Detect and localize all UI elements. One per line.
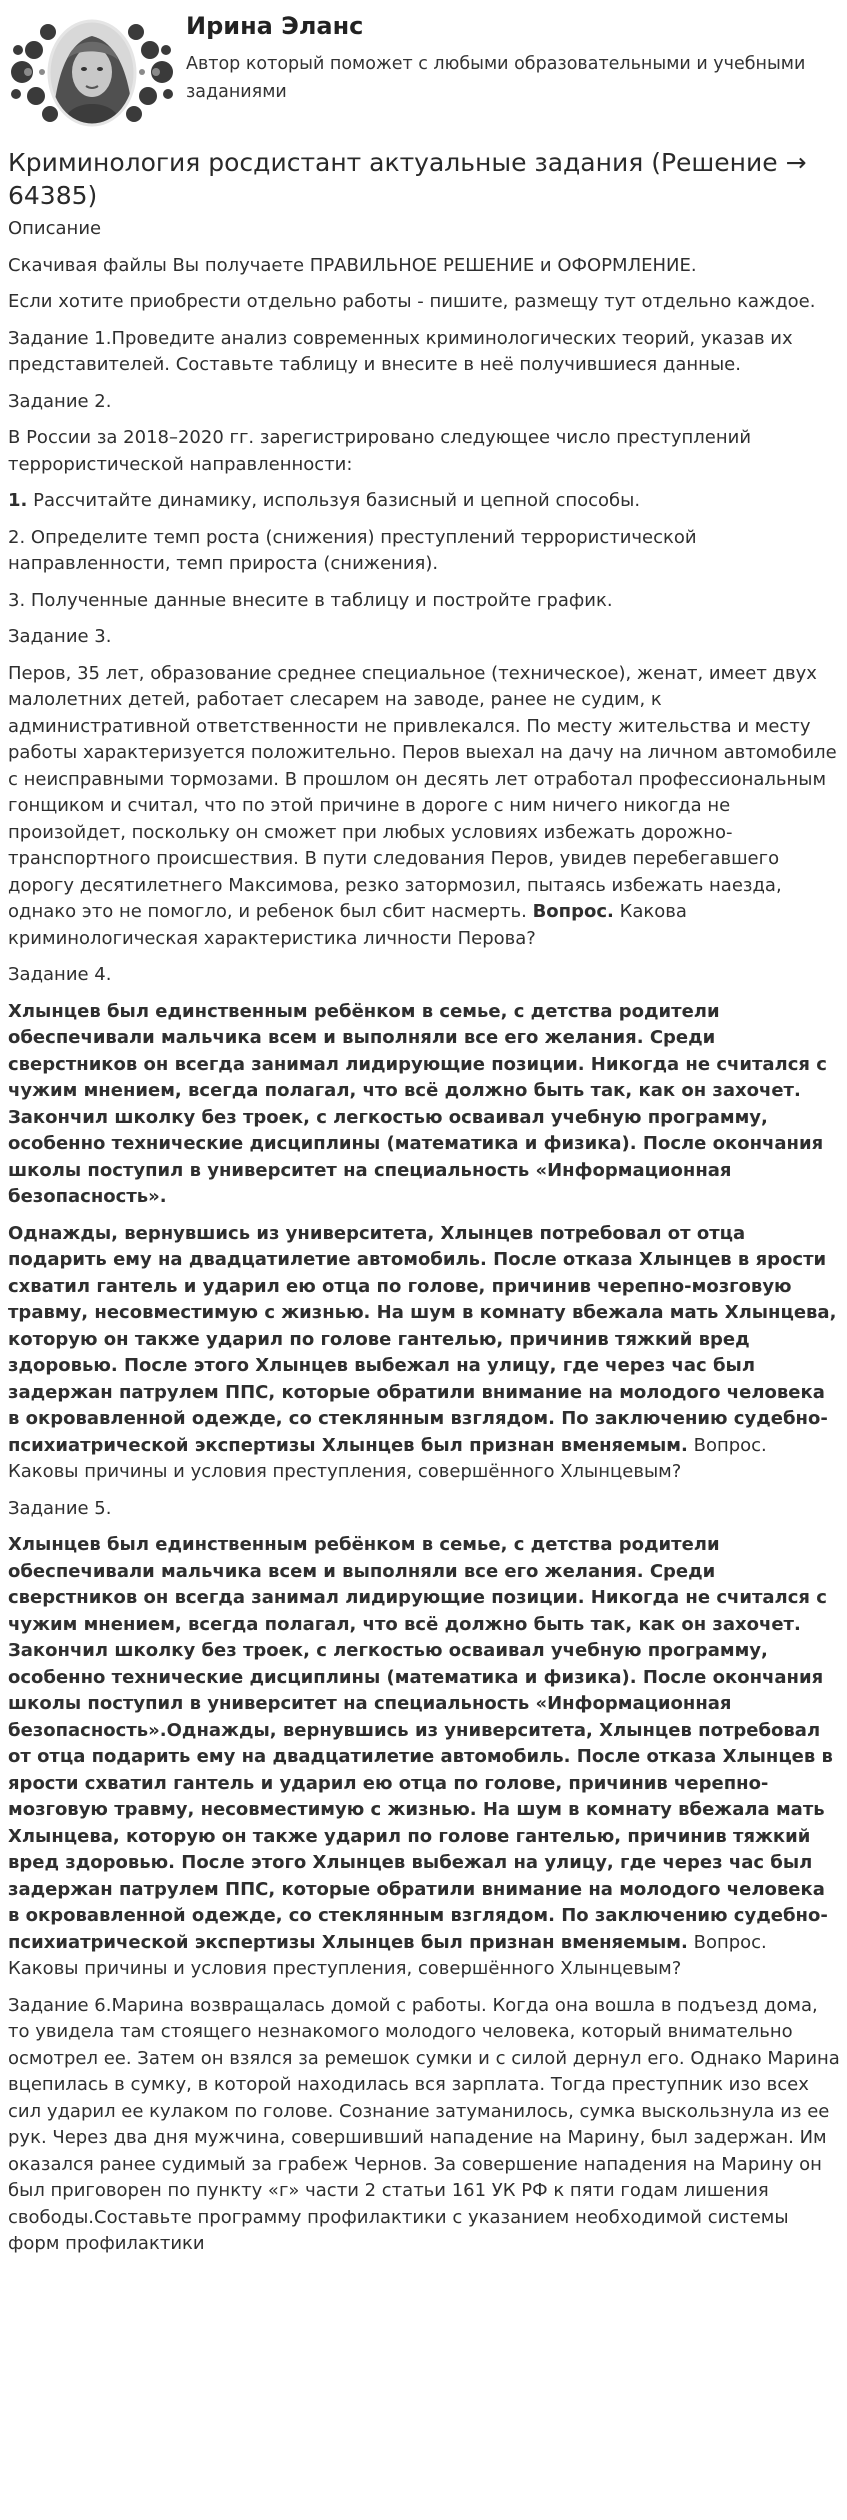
author-description: Автор который поможет с любыми образовательными и учебными заданиями [186,54,806,102]
task-3-question-label: Вопрос. [532,901,614,922]
task-3-body: Перов, 35 лет, образование среднее специальное (техническое), женат, имеет двух малолетних детей, работает слесарем на заводе, ранее не судим, к административной ответственности не привлекался. По месту жительства и месту работы характеризуется положительно. Перов выехал на дачу на личном автомобиле с неисправными тормозами. В прошлом он десять лет отработал профессиональным гонщиком и считал, что по этой причине в дороге с ним ничего никогда не произойдет, поскольку он сможет при любых условиях избежать дорожно-транспортного происшествия. В пути следования Перов, увидев перебегавшего дорогу десятилетнего Максимова, резко затормозил, пытаясь избежать наезда, однако это не помогло, и ребенок был сбит насмерть. [8,662,837,922]
author-avatar[interactable] [8,14,176,132]
task-2-label: Задание 2. [8,390,112,412]
intro-paragraph: Если хотите приобрести отдельно работы - пишите, размещу тут отдельно каждое. [8,291,816,312]
task-4-question: Вопрос. Каковы причины и условия преступления, совершённого Хлынцевым? [8,1434,767,1482]
task-4-body: Однажды, вернувшись из университета, Хлынцев потребовал от отца подарить ему на двадцатилетие автомобиль. После отказа Хлынцев в ярости схватил гантель и ударил ею отца по голове, причинив черепно-мозговую травму, несовместимую с жизнью. На шум в комнату вбежала мать Хлынцева, которую он также ударил по голове гантелью, причинив тяжкий вред здоровью. После этого Хлынцев выбежал на улицу, где через час был задержан патрулем ППС, которые обратили внимание на молодого человека в окровавленной одежде, со стеклянным взглядом. По заключению судебно-психиатрической экспертизы Хлынцев был признан вменяемым. [8,1222,837,1456]
task-5-question: Вопрос. Каковы причины и условия преступления, совершённого Хлынцевым? [8,1931,767,1979]
task-5-paragraph [8,1532,840,1983]
task-3-text [8,661,840,953]
author-card [0,0,847,138]
task-4-paragraph: Хлынцев был единственным ребёнком в семье, с детства родители обеспечивали мальчика всем и выполняли все его желания. Среди сверстников он всегда занимал лидирующие позиции. Никогда не считался с чужим мнением, всегда полагал, что всё должно быть так, как он захочет. Закончил школку без троек, с легкостью осваивал учебную программу, особенно технические дисциплины (математика и физика). После окончания школы поступил в университет на специальность «Информационная безопасность». [8,1000,827,1207]
task-2-item [8,488,840,515]
author-name[interactable]: Ирина Эланс [186,12,364,40]
avatar-image [8,14,176,132]
task-3-label: Задание 3. [8,626,112,647]
task-5-label: Задание 5. [8,1497,112,1519]
task-4-paragraph [8,1221,840,1486]
page-title: Криминология росдистант актуальные задания (Решение → 64385) [8,148,807,210]
task-3-question: Какова криминологическая характеристика личности Перова? [8,901,687,949]
task-2-text: В России за 2018–2020 гг. зарегистрировано следующее число преступлений террористической направленности: [8,427,752,475]
task-5-body: Хлынцев был единственным ребёнком в семье, с детства родители обеспечивали мальчика всем и выполняли все его желания. Среди сверстников он всегда занимал лидирующие позиции. Никогда не считался с чужим мнением, всегда полагал, что всё должно быть так, как он захочет. Закончил школку без троек, с легкостью осваивал учебную программу, особенно технические дисциплины (математика и физика). После окончания школы поступил в университет на специальность «Информационная безопасность».Однажды, вернувшись из университета, Хлынцев потребовал от отца подарить ему на двадцатилетие автомобиль. После отказа Хлынцев в ярости схватил гантель и ударил ею отца по голове, причинив черепно-мозговую травму, несовместимую с жизнью. На шум в комнату вбежала мать Хлынцева, которую он также ударил по голове гантелью, причинив тяжкий вред здоровью. После этого Хлынцев выбежал на улицу, где через час был задержан патрулем ППС, которые обратили внимание на молодого человека в окровавленной одежде, со стеклянным взглядом. По заключению судебно-психиатрической экспертизы Хлынцев был признан вменяемым. [8,1534,833,1953]
task-6: Задание 6.Марина возвращалась домой с работы. Когда она вошла в подъезд дома, то увидела там стоящего незнакомого молодого человека, который внимательно осмотрел ее. Затем он взялся за ремешок сумки и с силой дернул его. Однако Марина вцепилась в сумку, в которой находилась вся зарплата. Тогда преступник изо всех сил ударил ее кулаком по голове. Сознание затуманилось, сумка выскользнула из ее рук. Через два дня мужчина, совершивший нападение на Марину, был задержан. Им оказался ранее судимый за грабеж Чернов. За совершение нападения на Марину он был приговорен по пункту «г» части 2 статьи 161 УК РФ к пяти годам лишения свободы.Составьте программу профилактики с указанием необходимой системы форм профилактики [8,1994,840,2254]
task-2-item-text: Рассчитайте динамику, используя базисный и цепной способы. [27,490,641,511]
task-4-label: Задание 4. [8,964,112,985]
intro-paragraph: Скачивая файлы Вы получаете ПРАВИЛЬНОЕ РЕШЕНИЕ и ОФОРМЛЕНИЕ. [8,254,697,276]
description-label: Описание [8,218,102,239]
task-2-item: 2. Определите темп роста (снижения) преступлений террористической направленности, темп прироста (снижения). [8,526,697,574]
task-2-item: 3. Полученные данные внесите в таблицу и постройте график. [8,589,613,611]
description-section [8,216,840,2258]
task-2-item-number: 1. [8,490,28,511]
task-1: Задание 1.Проведите анализ современных криминологических теорий, указав их представителей. Составьте таблицу и внесите в неё получившиеся данные. [8,327,793,375]
